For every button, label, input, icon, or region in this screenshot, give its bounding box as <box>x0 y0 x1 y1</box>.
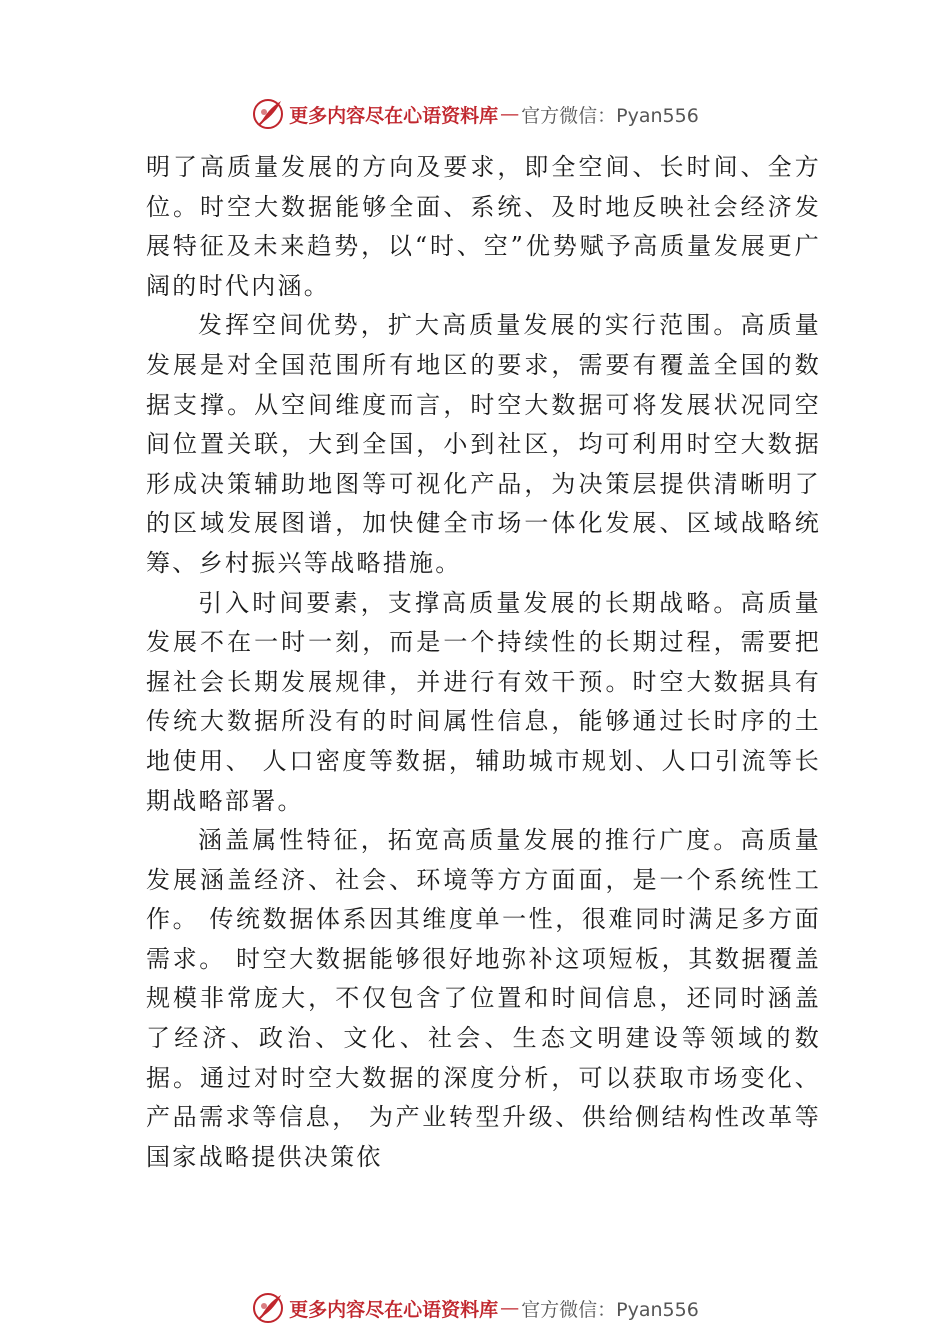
paragraph-time-element: 引入时间要素，支撑高质量发展的长期战略。高质量发展不在一时一刻，而是一个持续性的长期过程，需要把握社会长期发展规律，并进行有效干预。时空大数据具有传统大数据所没有的时间属性信息，能够通过长时序的土地使用、 人口密度等数据，辅助城市规划、人口引流等长期战略部署。 <box>146 588 821 815</box>
paragraph-attribute-features: 涵盖属性特征，拓宽高质量发展的推行广度。高质量发展涵盖经济、社会、环境等方方面面，是一个系统性工作。 传统数据体系因其维度单一性，很难同时满足多方面需求。 时空大数据能够很好地弥补这项短板，其数据覆盖规模非常庞大，不仅包含了位置和时间信息，还同时涵盖了经济、政治、文化、社会、生态文明建设等领域的数据。通过对时空大数据的深度分析，可以获取市场变化、产品需求等信息， 为产业转型升级、供给侧结构性改革等国家战略提供决策依 <box>146 826 821 1171</box>
banner-dash: — <box>500 1297 520 1319</box>
feather-quill-logo-icon <box>251 97 285 131</box>
footer-watermark-banner <box>0 1288 950 1328</box>
paragraph-spatial-advantage: 发挥空间优势，扩大高质量发展的实行范围。高质量发展是对全国范围所有地区的要求，需要有覆盖全国的数据支撑。从空间维度而言，时空大数据可将发展状况同空间位置关联，大到全国，小到社区，均可利用时空大数据形成决策辅助地图等可视化产品，为决策层提供清晰明了的区域发展图谱，加快健全市场一体化发展、区域战略统筹、乡村振兴等战略措施。 <box>146 311 821 577</box>
paragraph-continuation: 明了高质量发展的方向及要求，即全空间、长时间、全方位。时空大数据能够全面、系统、及时地反映社会经济发展特征及未来趋势，以“时、空”优势赋予高质量发展更广阔的时代内涵。 <box>146 153 821 300</box>
feather-quill-logo-icon <box>251 1291 285 1325</box>
banner-wechat-text: 官方微信：Pyan556 <box>521 1298 699 1321</box>
banner-dash: — <box>500 103 520 125</box>
banner-wechat-text: 官方微信：Pyan556 <box>521 104 699 127</box>
document-body <box>146 148 821 1177</box>
header-watermark-banner <box>0 94 950 134</box>
banner-red-text: 更多内容尽在心语资料库 <box>289 1298 499 1321</box>
banner-red-text: 更多内容尽在心语资料库 <box>289 104 499 127</box>
